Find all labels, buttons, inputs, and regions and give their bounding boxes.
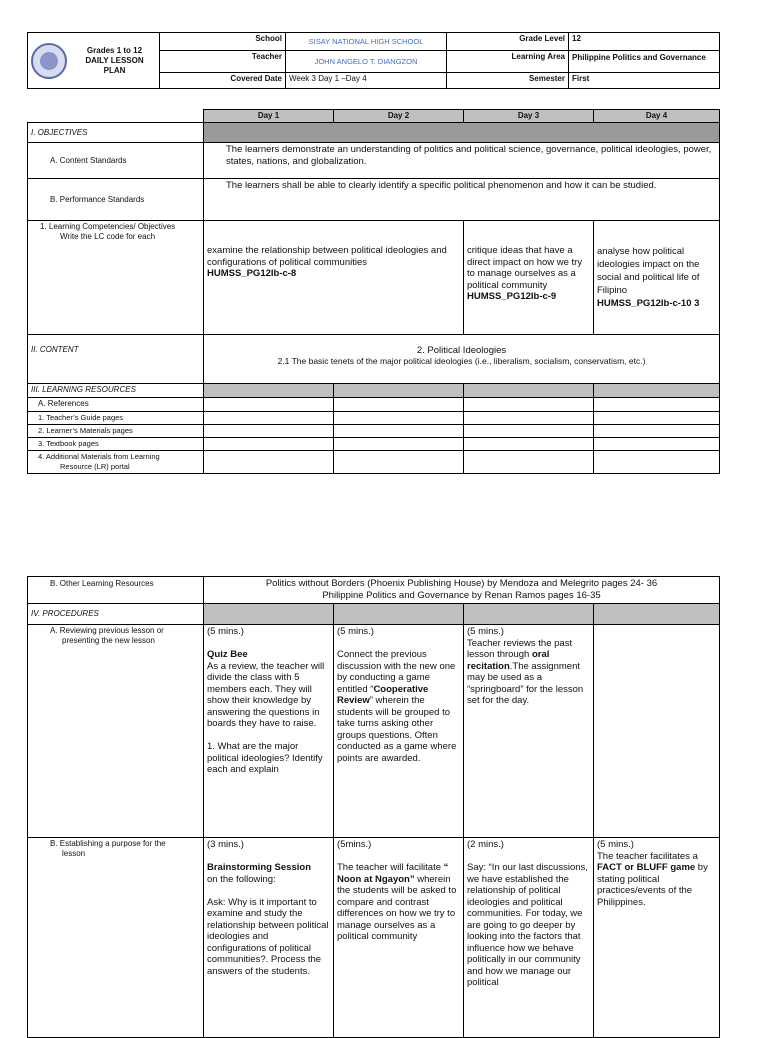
lc-label-line2: Write the LC code for each xyxy=(60,232,156,241)
reviewing-lesson-label xyxy=(28,625,204,838)
doc-type-line2: DAILY LESSON xyxy=(85,55,144,65)
tb-cell-3 xyxy=(464,438,594,451)
doc-type-line3: PLAN xyxy=(103,65,126,75)
lm-cell-4 xyxy=(594,425,720,438)
review-day1-time: (5 mins.) xyxy=(207,626,244,637)
covered-date-label: Covered Date xyxy=(160,73,286,89)
am-cell-1 xyxy=(204,451,334,474)
am-line2: Resource (LR) portal xyxy=(60,462,130,471)
tg-cell-1 xyxy=(204,412,334,425)
content-line2: 2.1 The basic tenets of the major political ideologies (i.e., liberalism, socialism, conservatism, etc.) xyxy=(277,356,646,366)
lr-band-1 xyxy=(204,384,334,398)
tg-cell-4 xyxy=(594,412,720,425)
covered-date-value: Week 3 Day 1 –Day 4 xyxy=(286,73,447,89)
learning-competencies-label xyxy=(28,221,204,335)
content-line1: 2. Political Ideologies xyxy=(416,345,507,356)
procedures-heading: IV. PROCEDURES xyxy=(28,604,204,625)
proc-band-3 xyxy=(464,604,594,625)
proc-band-1 xyxy=(204,604,334,625)
doc-type-line1: Grades 1 to 12 xyxy=(86,45,143,55)
lc-day3-text: critique ideas that have a direct impact on how we try to manage ourselves as a political community xyxy=(467,245,583,291)
review-day1-body: As a review, the teacher will divide the class with 5 members each. They will show their knowledge by answering the questions in boards they have to raise. xyxy=(207,660,325,729)
lm-cell-3 xyxy=(464,425,594,438)
deped-seal-icon xyxy=(31,43,67,79)
learning-resources-heading: III. LEARNING RESOURCES xyxy=(28,384,204,398)
purpose-day3-body: Say: “In our last discussions, we have established the relationship of political ideologies and political communities. For today, we are going to go deeper by looking into the factors that influence how we behave politically in our community and how we manage our political xyxy=(467,862,588,988)
ref-cell-4 xyxy=(594,398,720,412)
am-cell-3 xyxy=(464,451,594,474)
purpose-label-line2: lesson xyxy=(62,849,86,858)
proc-band-2 xyxy=(334,604,464,625)
review-day3 xyxy=(464,625,594,838)
review-day2-body: Connect the previous discussion with the new one by conducting a game entitled “Cooperative Review” wherein the students will be grouped to take turns asking other groups questions. Often conducted as a game where points are awarded. xyxy=(337,649,457,764)
tb-cell-4 xyxy=(594,438,720,451)
header-logo-cell xyxy=(28,33,160,89)
lc-day4 xyxy=(594,221,720,335)
review-day4 xyxy=(594,625,720,838)
school-value: SISAY NATIONAL HIGH SCHOOL xyxy=(286,33,447,51)
lesson-plan-table xyxy=(27,109,720,474)
day-header-1: Day 1 xyxy=(204,110,334,123)
day-header-blank xyxy=(28,110,204,123)
review-day2-time: (5 mins.) xyxy=(337,626,374,637)
tg-cell-2 xyxy=(334,412,464,425)
grade-level-value: 12 xyxy=(569,33,720,51)
objectives-heading: I. OBJECTIVES xyxy=(28,123,204,143)
grade-level-label: Grade Level xyxy=(447,33,569,51)
tb-cell-2 xyxy=(334,438,464,451)
purpose-day2-body: The teacher will facilitate “ Noon at Ngayon” wherein the students will be asked to compare and contrast differences on how we try to manage ourselves as a political community xyxy=(337,862,457,942)
other-resources-line1: Politics without Borders (Phoenix Publishing House) by Mendoza and Melegrito pages 24- 36 xyxy=(265,578,658,589)
header-table xyxy=(27,32,720,89)
purpose-day1-time: (3 mins.) xyxy=(207,839,244,850)
ref-cell-1 xyxy=(204,398,334,412)
review-day3-time: (5 mins.) xyxy=(467,626,504,637)
semester-value: First xyxy=(569,73,720,89)
purpose-day3-time: (2 mins.) xyxy=(467,839,504,850)
review-day1 xyxy=(204,625,334,838)
learning-area-value: Philippine Politics and Governance xyxy=(569,51,720,73)
purpose-day1 xyxy=(204,838,334,1038)
purpose-day4-body: The teacher facilitates a FACT or BLUFF game by stating political practices/events of the Philippines. xyxy=(597,850,708,908)
lr-band-4 xyxy=(594,384,720,398)
lc-day1-2-code: HUMSS_PG12Ib-c-8 xyxy=(207,268,297,279)
am-line1: 4. Additional Materials from Learning xyxy=(38,452,160,461)
content-standards-label: A. Content Standards xyxy=(28,143,204,179)
am-cell-2 xyxy=(334,451,464,474)
lc-day4-code: HUMSS_PG12Ib-c-10 3 xyxy=(597,298,700,309)
review-label-line2: presenting the new lesson xyxy=(62,636,155,645)
content-standards-text: The learners demonstrate an understanding of politics and political science, governance, political ideologies, power, states, nations, and globalization. xyxy=(204,143,720,179)
day-header-4: Day 4 xyxy=(594,110,720,123)
learners-materials-label: 2. Learner’s Materials pages xyxy=(28,425,204,438)
procedures-table xyxy=(27,576,720,1038)
references-label: A. References xyxy=(28,398,204,412)
lc-day3-code: HUMSS_PG12Ib-c-9 xyxy=(467,291,557,302)
lc-day4-text: analyse how political ideologies impact on the social and political life of Filipino xyxy=(597,246,700,296)
other-resources-line2: Philippine Politics and Governance by Renan Ramos pages 16-35 xyxy=(322,589,601,601)
semester-label: Semester xyxy=(447,73,569,89)
teachers-guide-label: 1. Teacher’s Guide pages xyxy=(28,412,204,425)
lr-band-3 xyxy=(464,384,594,398)
teacher-value: JOHN ANGELO T. DIANGZON xyxy=(286,51,447,73)
lm-cell-1 xyxy=(204,425,334,438)
learning-area-label: Learning Area xyxy=(447,51,569,73)
proc-band-4 xyxy=(594,604,720,625)
tb-cell-1 xyxy=(204,438,334,451)
performance-standards-text: The learners shall be able to clearly identify a specific political phenomenon and how it can be studied. xyxy=(204,179,720,221)
purpose-day4 xyxy=(594,838,720,1038)
review-day1-title: Quiz Bee xyxy=(207,649,248,660)
lm-cell-2 xyxy=(334,425,464,438)
lc-day1-2 xyxy=(204,221,464,335)
performance-standards-label: B. Performance Standards xyxy=(28,179,204,221)
day-header-2: Day 2 xyxy=(334,110,464,123)
review-day2 xyxy=(334,625,464,838)
lc-label-line1: 1. Learning Competencies/ Objectives xyxy=(40,222,176,231)
teacher-label: Teacher xyxy=(160,51,286,73)
establishing-purpose-label xyxy=(28,838,204,1038)
purpose-day2 xyxy=(334,838,464,1038)
other-resources-label: B. Other Learning Resources xyxy=(28,577,204,604)
am-cell-4 xyxy=(594,451,720,474)
lc-day3 xyxy=(464,221,594,335)
review-day1-question: 1. What are the major political ideologies? Identify each and explain xyxy=(207,741,323,775)
ref-cell-3 xyxy=(464,398,594,412)
content-heading: II. CONTENT xyxy=(28,335,204,384)
tg-cell-3 xyxy=(464,412,594,425)
day-header-3: Day 3 xyxy=(464,110,594,123)
purpose-day3 xyxy=(464,838,594,1038)
purpose-day1-body: Ask: Why is it important to examine and study the relationship between political ideologies and configurations of political communities?. Process the answers of the students. xyxy=(207,896,329,977)
ref-cell-2 xyxy=(334,398,464,412)
lc-day1-2-text: examine the relationship between political ideologies and configurations of political communities xyxy=(207,245,447,268)
purpose-day1-title: Brainstorming Session xyxy=(207,862,311,873)
additional-materials-label xyxy=(28,451,204,474)
purpose-day1-sub: on the following: xyxy=(207,873,276,885)
textbook-pages-label: 3. Textbook pages xyxy=(28,438,204,451)
other-resources-text xyxy=(204,577,720,604)
lr-band-2 xyxy=(334,384,464,398)
review-label-line1: A. Reviewing previous lesson or xyxy=(50,626,164,635)
objectives-band xyxy=(204,123,720,143)
review-day3-body: Teacher reviews the past lesson through oral recitation.The assignment may be used as a “springboard” for the lesson set for the day. xyxy=(467,637,584,706)
purpose-day4-time: (5 mins.) xyxy=(597,839,634,850)
purpose-day2-time: (5mins.) xyxy=(337,839,372,850)
purpose-label-line1: B. Establishing a purpose for the xyxy=(50,839,166,848)
content-cell xyxy=(204,335,720,384)
school-label: School xyxy=(160,33,286,51)
